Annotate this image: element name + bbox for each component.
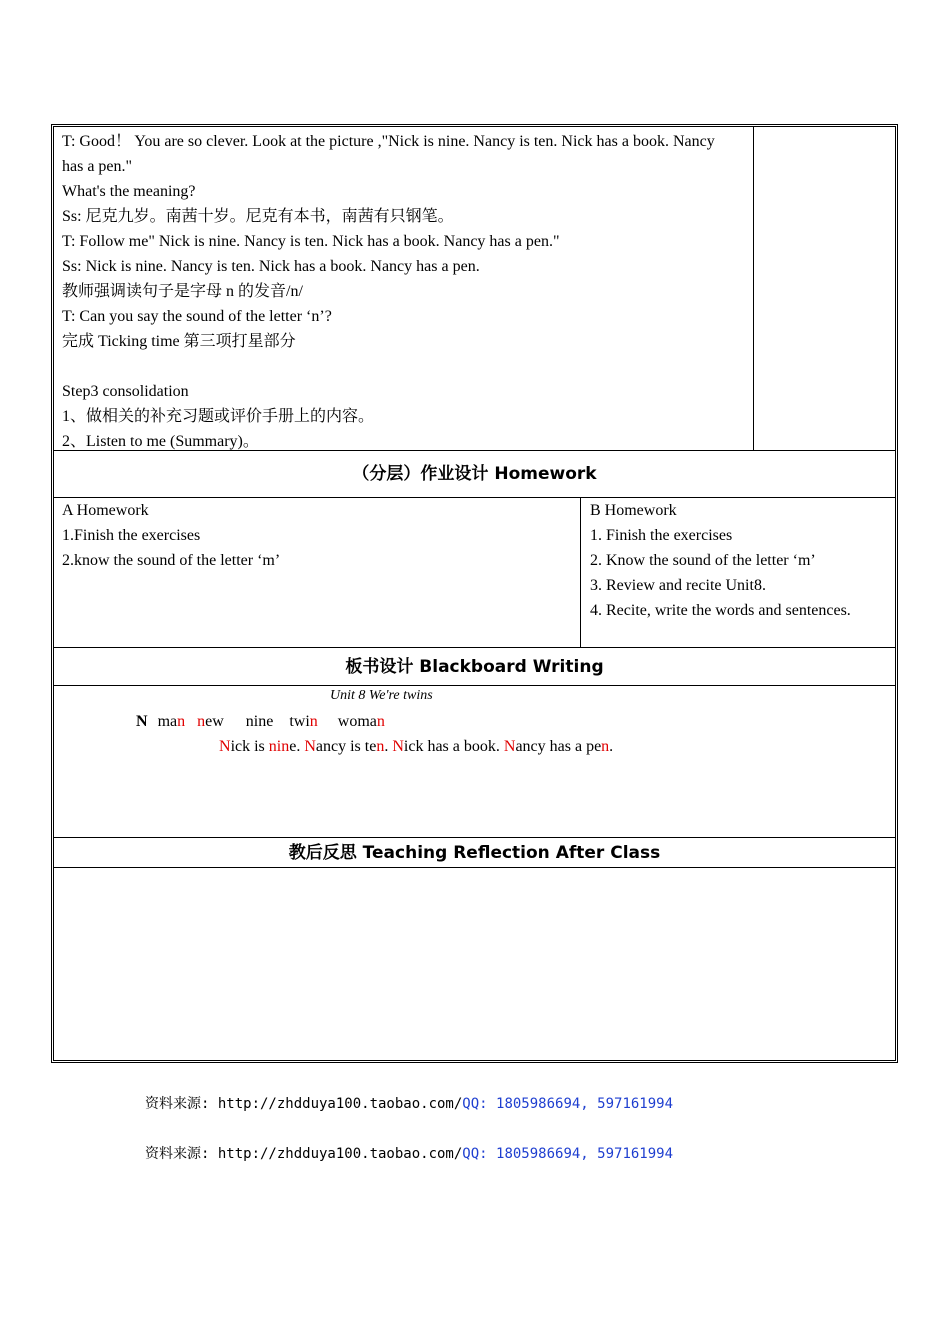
homework-line: 3. Review and recite Unit8. xyxy=(590,577,766,594)
lesson-line: 1、做相关的补充习题或评价手册上的内容。 xyxy=(62,408,375,425)
sentence-part: N xyxy=(503,738,516,755)
blackboard-word xyxy=(246,713,274,730)
sentence-part: n xyxy=(601,738,610,755)
blackboard-word xyxy=(289,713,317,730)
blackboard-sentence xyxy=(219,738,613,756)
homework-line: 1.Finish the exercises xyxy=(62,527,201,544)
lesson-procedure-cell xyxy=(54,127,754,450)
sentence-part: ick is xyxy=(230,738,269,755)
blackboard-word xyxy=(338,713,385,730)
sentence-part: n xyxy=(376,738,385,755)
source-footer xyxy=(145,1143,673,1163)
lesson-line: 完成 Ticking time 第三项打星部分 xyxy=(62,333,296,350)
source-footer xyxy=(145,1093,673,1113)
lesson-line: T: Can you say the sound of the letter ‘n’? xyxy=(62,308,332,325)
sentence-part: ni xyxy=(268,738,282,755)
homework-line: B Homework xyxy=(590,502,677,519)
word-part: n xyxy=(197,713,206,730)
lesson-line: 2、Listen to me (Summary)。 xyxy=(62,433,259,450)
sentence-part: n xyxy=(281,738,290,755)
homework-line: 2. Know the sound of the letter ‘m’ xyxy=(590,552,816,569)
word-part: n xyxy=(376,713,385,730)
lesson-line: 教师强调读句子是字母 n 的发音/n/ xyxy=(62,283,303,300)
homework-row xyxy=(54,498,895,648)
footer-qq-text: QQ: 1805986694, 597161994 xyxy=(462,1146,674,1162)
blackboard-heading xyxy=(54,648,895,686)
reflection-heading xyxy=(54,838,895,868)
sentence-part: ancy has a pe xyxy=(515,738,602,755)
sentence-part: N xyxy=(219,738,231,755)
blackboard-letter: N xyxy=(136,713,148,730)
footer-source-text: 资料来源: http://zhdduya100.taobao.com/ xyxy=(145,1096,463,1112)
blackboard-words xyxy=(136,713,385,731)
word-part: woma xyxy=(337,713,377,730)
sentence-part: e. xyxy=(289,738,305,755)
blackboard-heading-text: 板书设计 Blackboard Writing xyxy=(345,657,604,677)
word-part: twi xyxy=(289,713,310,730)
lesson-line: T: Follow me" Nick is nine. Nancy is ten. Nick has a book. Nancy has a pen." xyxy=(62,233,560,250)
lesson-line xyxy=(62,354,753,379)
blackboard-word xyxy=(197,713,224,730)
word-part: n xyxy=(177,713,186,730)
sentence-part: N xyxy=(304,738,316,755)
sentence-part: N xyxy=(392,738,404,755)
reflection-cell xyxy=(54,868,895,1060)
lesson-plan-table xyxy=(51,124,898,1063)
footer-qq-text: QQ: 1805986694, 597161994 xyxy=(462,1096,674,1112)
lesson-line: Step3 consolidation xyxy=(62,383,189,400)
lesson-line: Ss: Nick is nine. Nancy is ten. Nick has a book. Nancy has a pen. xyxy=(62,258,480,275)
sentence-part: ick has a book. xyxy=(403,738,504,755)
word-part: ma xyxy=(157,713,178,730)
reflection-heading-text: 教后反思 Teaching Reflection After Class xyxy=(288,843,661,863)
homework-heading xyxy=(54,451,895,498)
homework-a-cell xyxy=(54,498,581,647)
sentence-part: . xyxy=(609,738,614,755)
lesson-line: has a pen." xyxy=(62,158,133,175)
homework-heading-text: （分层）作业设计 Homework xyxy=(352,464,597,484)
sentence-part: ancy is te xyxy=(315,738,377,755)
word-part: n xyxy=(309,713,318,730)
homework-line: 1. Finish the exercises xyxy=(590,527,733,544)
homework-line: 2.know the sound of the letter ‘m’ xyxy=(62,552,281,569)
footer-source-text: 资料来源: http://zhdduya100.taobao.com/ xyxy=(145,1146,463,1162)
blackboard-cell xyxy=(54,686,895,838)
homework-line: A Homework xyxy=(62,502,149,519)
unit-title: Unit 8 We're twins xyxy=(330,688,433,703)
lesson-line: Ss: 尼克九岁。南茜十岁。尼克有本书，南茜有只钢笔。 xyxy=(62,208,454,225)
homework-b-cell xyxy=(581,498,895,647)
blackboard-word xyxy=(158,713,186,730)
word-part: ew xyxy=(205,713,224,730)
lesson-line: T: Good！ You are so clever. Look at the picture ,"Nick is nine. Nancy is ten. Nick has a book. Nancy xyxy=(62,133,715,150)
lesson-procedure-row xyxy=(54,127,895,451)
sentence-part: . xyxy=(384,738,393,755)
lesson-line: What's the meaning? xyxy=(62,183,196,200)
homework-line: 4. Recite, write the words and sentences. xyxy=(590,602,851,619)
word-part: nine xyxy=(245,713,274,730)
